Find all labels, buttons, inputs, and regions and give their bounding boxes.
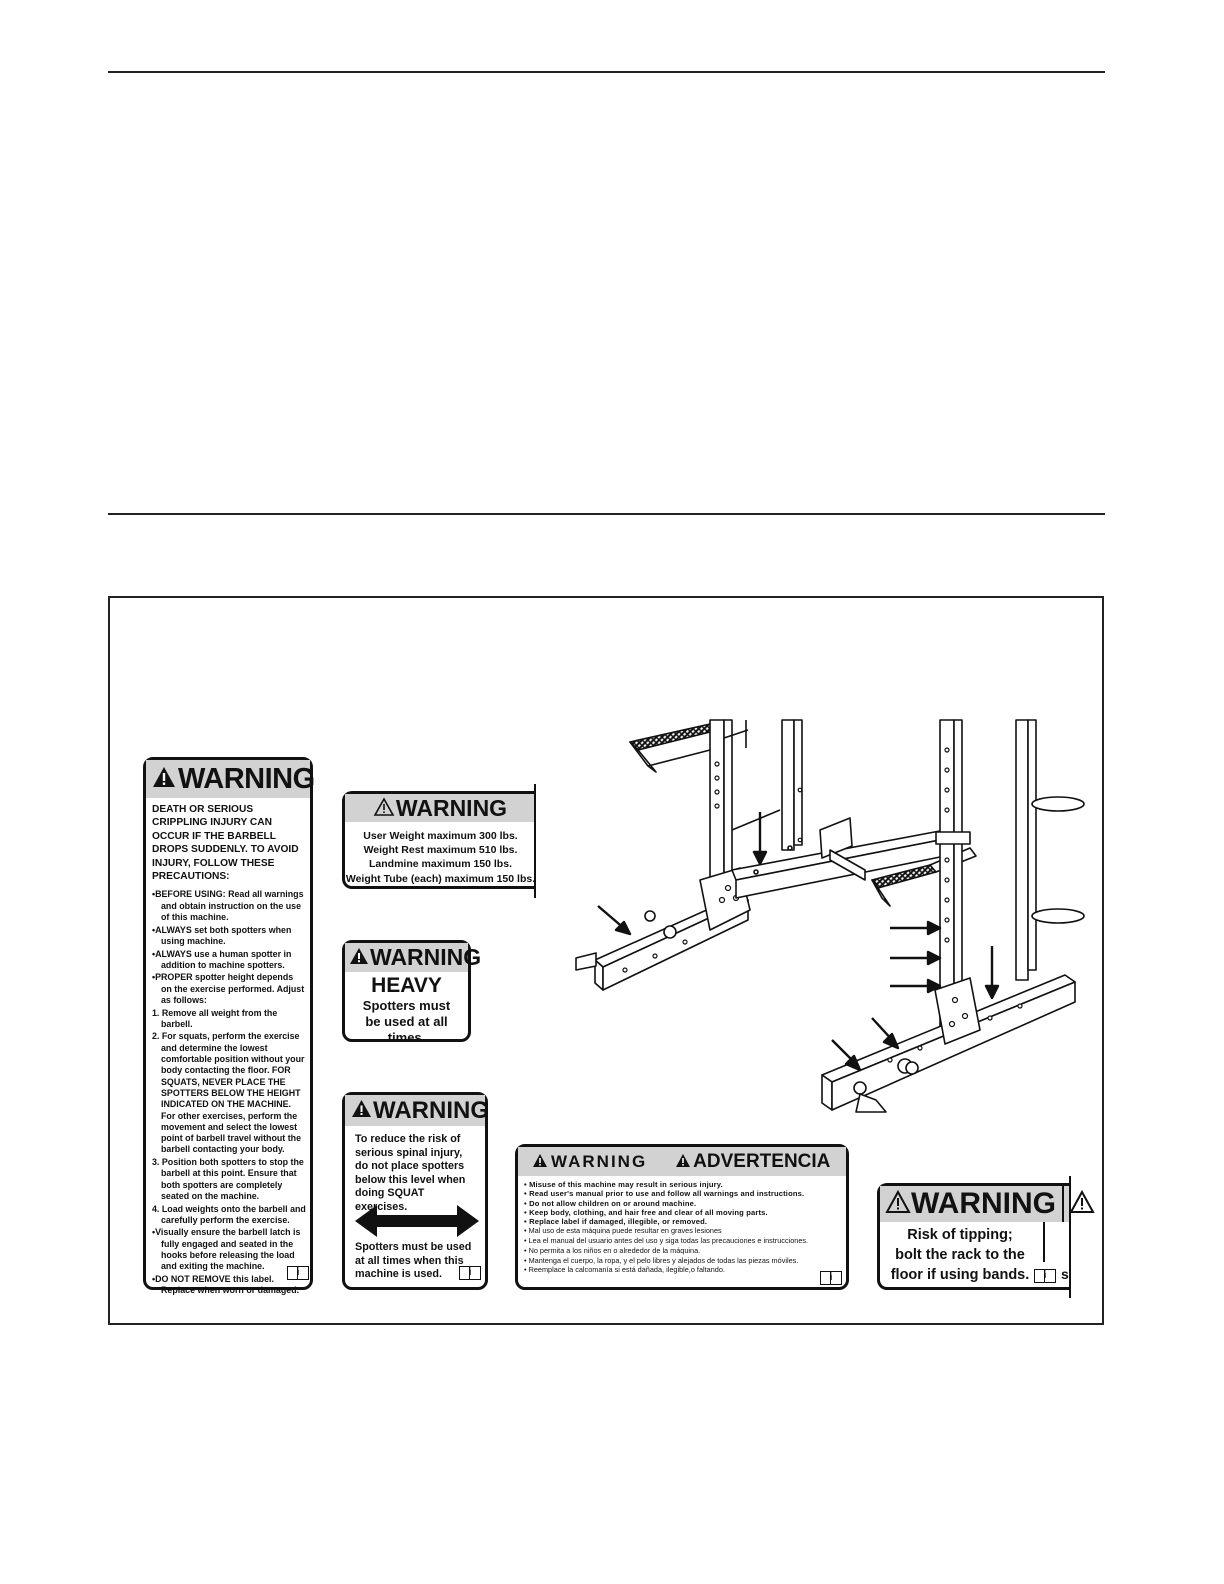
manual-book-icon: i [287, 1266, 309, 1280]
main-warning-intro: DEATH OR SERIOUS CRIPPLING INJURY CAN OCCUR IF THE BARBELL DROPS SUDDENLY. TO AVOID INJURY, FOLLOW THESE PRECAUTIONS: [152, 804, 299, 883]
main-warning-item: 3. Position both spotters to stop the barbell at this point. Ensure that both spotters are completely seated on the machine. [152, 1157, 304, 1201]
right-base-frame [822, 975, 1075, 1112]
bilingual-english-item: • Read user's manual prior to use and follow all warnings and instructions. [524, 1189, 805, 1199]
tipping-inner-divider [1043, 1222, 1045, 1262]
tipping-line: bolt the rack to the [895, 1247, 1025, 1263]
squat-header [345, 1095, 489, 1126]
bilingual-spanish-item: • Reemplace la calcomanía si está dañada, ilegible,o faltando. [524, 1265, 725, 1275]
main-warning-item: •BEFORE USING: Read all warnings and obtain instruction on the use of this machine. [152, 889, 304, 923]
warning-triangle-icon [349, 946, 369, 969]
tipping-header-text: WARNING [911, 1187, 1056, 1220]
squat-decal [342, 1092, 488, 1290]
squat-text-before: To reduce the risk of serious spinal injury, do not place spotters below this level when doing [355, 1133, 466, 1200]
tipping-divider [1062, 1186, 1064, 1222]
heavy-title: HEAVY [371, 974, 442, 997]
warning-triangle-icon [374, 797, 394, 820]
left-base-frame [576, 868, 750, 990]
bilingual-spanish-item: • Lea el manual del usuario antes del uso y siga todas las precauciones e instrucciones. [524, 1236, 809, 1246]
tipping-header [880, 1186, 1070, 1222]
bilingual-spanish-item: • Mal uso de esta máquina puede resultar en graves lesiones [524, 1226, 722, 1236]
warning-triangle-icon [351, 1099, 372, 1123]
double-arrow-icon [355, 1205, 479, 1242]
main-warning-item: •Visually ensure the barbell latch is fully engaged and seated in the hooks before releasing the load and exiting the machine. [152, 1227, 301, 1272]
capacity-line: Weight Tube (each) maximum 150 lbs. [345, 872, 536, 885]
bilingual-header-es: ADVERTENCIA [693, 1151, 831, 1172]
heavy-header-text: WARNING [370, 944, 482, 970]
left-weight-horn [630, 724, 718, 772]
tipping-cut-edge [1069, 1176, 1071, 1298]
capacity-cut-edge [534, 784, 536, 898]
bilingual-english-item: • Keep body, clothing, and hair free and clear of all moving parts. [524, 1207, 768, 1217]
warning-triangle-icon [532, 1153, 548, 1171]
power-rack-illustration [560, 720, 1080, 1120]
bilingual-header-en: WARNING [551, 1152, 648, 1171]
capacity-lines [345, 822, 536, 886]
squat-text-bold: SQUAT [387, 1187, 425, 1200]
bilingual-english-item: • Replace label if damaged, illegible, or removed. [524, 1217, 708, 1227]
top-rule [108, 71, 1105, 73]
main-warning-item: •PROPER spotter height depends on the exercise performed. Adjust as follows: [152, 972, 305, 1005]
tipping-line: Risk of tipping; [907, 1227, 1013, 1243]
capacity-header [345, 794, 536, 822]
main-warning-list [146, 883, 310, 1296]
bilingual-spanish-list [518, 1226, 846, 1275]
tipping-decal [877, 1183, 1070, 1290]
warning-triangle-icon [152, 765, 176, 794]
main-warning-item: •ALWAYS set both spotters when using machine. [152, 924, 292, 946]
heavy-text: Spotters must be used at all times. [362, 998, 451, 1045]
bilingual-spanish-item: • No permita a los niños en o alrededor de la máquina. [524, 1245, 701, 1255]
middle-rule [108, 513, 1105, 515]
main-warning-item: •ALWAYS use a human spotter in addition to machine spotters. [152, 948, 292, 970]
tipping-cut-text: s [1061, 1266, 1069, 1282]
capacity-line: Weight Rest maximum 510 lbs. [363, 844, 518, 857]
squat-header-text: WARNING [373, 1096, 489, 1124]
main-warning-item: 1. Remove all weight from the barbell. [152, 1007, 278, 1029]
bilingual-english-item: • Misuse of this machine may result in serious injury. [524, 1180, 723, 1189]
main-warning-item: •DO NOT REMOVE this label. Replace when worn or damaged. [152, 1273, 300, 1296]
main-warning-header [146, 760, 315, 798]
warning-triangle-icon [1070, 1189, 1094, 1219]
main-warning-decal [143, 757, 315, 1296]
capacity-line: User Weight maximum 300 lbs. [363, 830, 518, 842]
heavy-decal [342, 940, 482, 1045]
bilingual-header [518, 1147, 846, 1176]
capacity-decal [342, 791, 536, 889]
heavy-header [345, 943, 482, 972]
main-warning-item: 4. Load weights onto the barbell and carefully perform the exercise. [152, 1203, 306, 1225]
manual-book-icon: i [459, 1266, 481, 1280]
squat-bottom-text: Spotters must be used at all times when this machine is used. [355, 1241, 472, 1281]
main-warning-header-text: WARNING [178, 762, 315, 795]
main-warning-item: 2. For squats, perform the exercise and determine the lowest comfortable position without your body contacting the floor. FOR SQUATS, NEVER PLACE THE SPOTTERS BELOW THE HEIGHT INDICATED ON THE MACHINE. For other exercises, perform the movement and select the lowest point of barbell travel without the barbell contacting your body. [152, 1031, 305, 1155]
warning-triangle-icon [886, 1189, 910, 1219]
squat-text-after: exercises. [355, 1200, 408, 1213]
bilingual-english-item: • Do not allow children on or around machine. [524, 1198, 697, 1208]
center-crossbar [732, 818, 950, 898]
manual-book-icon: i [1034, 1269, 1056, 1283]
bilingual-decal [515, 1144, 849, 1290]
capacity-line: Landmine maximum 150 lbs. [369, 858, 512, 871]
manual-book-icon: i [820, 1271, 842, 1285]
warning-triangle-icon [675, 1153, 691, 1171]
capacity-header-text: WARNING [395, 794, 508, 821]
bilingual-spanish-item: • Mantenga el cuerpo, la ropa, y el pelo libres y alejados de todas las piezas móviles. [524, 1255, 799, 1265]
bilingual-english-list [518, 1176, 846, 1226]
squat-text [345, 1126, 485, 1215]
tipping-line: floor if using bands. [890, 1267, 1030, 1283]
tipping-lines [880, 1222, 1040, 1285]
